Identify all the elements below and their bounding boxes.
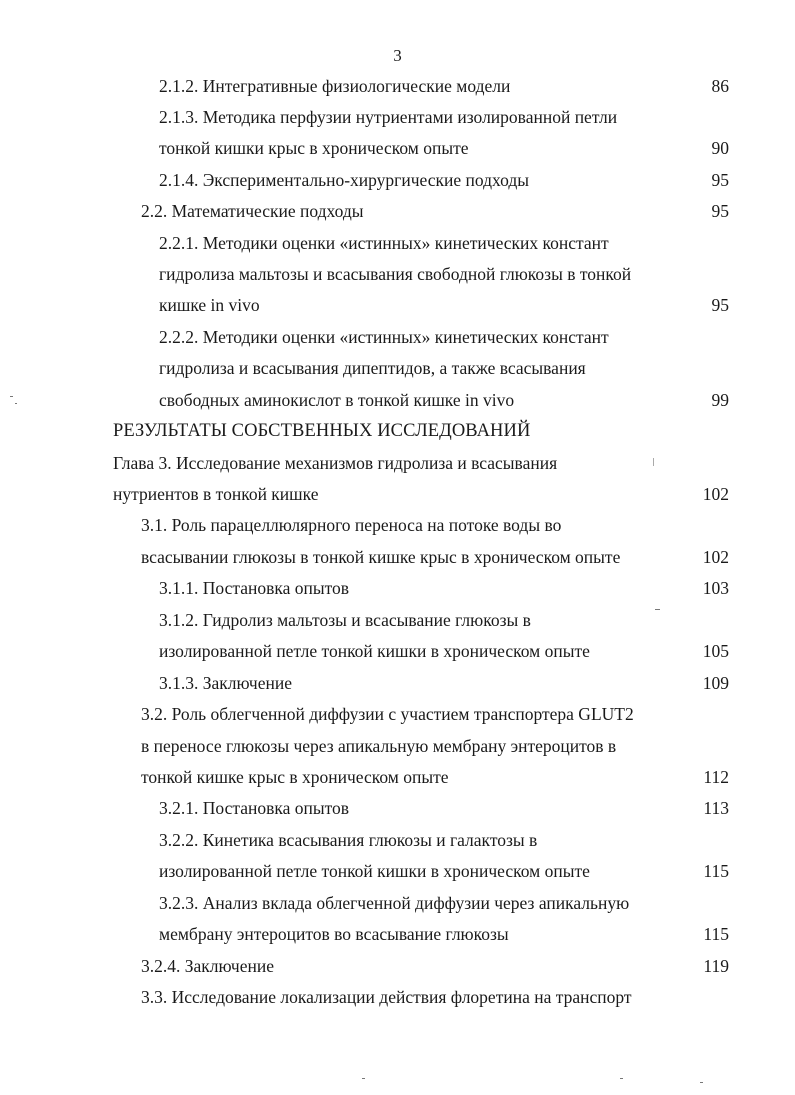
toc-line: в переносе глюкозы через апикальную мембрану энтероцитов в [141, 736, 617, 756]
toc-page-number: 99 [711, 390, 729, 410]
toc-line: 2.2.1. Методики оценки «истинных» кинетических констант [159, 233, 609, 253]
toc-line: 2.2.2. Методики оценки «истинных» кинетических констант [159, 327, 609, 347]
toc-page-number: 103 [702, 578, 729, 598]
toc-line: нутриентов в тонкой кишке [113, 484, 319, 504]
scan-speck [700, 1082, 703, 1083]
toc-page-number: 90 [711, 138, 729, 158]
toc-line: 3.1. Роль парацеллюлярного переноса на потоке воды во [141, 515, 562, 535]
toc-line: гидролиза мальтозы и всасывания свободной глюкозы в тонкой [159, 264, 632, 284]
toc-line: гидролиза и всасывания дипептидов, а также всасывания [159, 358, 586, 378]
toc-page-number: 95 [711, 201, 729, 221]
toc-line: 2.1.4. Экспериментально-хирургические подходы [159, 170, 529, 190]
toc-line: 2.2. Математические подходы [141, 201, 364, 221]
toc-page-number: 109 [702, 673, 729, 693]
section-heading: РЕЗУЛЬТАТЫ СОБСТВЕННЫХ ИССЛЕДОВАНИЙ [113, 421, 531, 441]
toc-page-number: 119 [703, 956, 729, 976]
toc-line: 3.2.1. Постановка опытов [159, 798, 350, 818]
scan-speck [653, 458, 654, 466]
toc-line: мембрану энтероцитов во всасывание глюкозы [159, 924, 509, 944]
toc-line: 3.2.4. Заключение [141, 956, 274, 976]
toc-page-number: 102 [702, 484, 729, 504]
toc-page-number: 112 [703, 767, 729, 787]
toc-line: 3.1.1. Постановка опытов [159, 578, 350, 598]
toc-line: 3.2.3. Анализ вклада облегченной диффузии через апикальную [159, 893, 630, 913]
toc-line: 2.1.2. Интегративные физиологические модели [159, 76, 511, 96]
toc-line: свободных аминокислот в тонкой кишке in vivo [159, 390, 515, 410]
scan-speck [15, 403, 17, 404]
toc-line: изолированной петле тонкой кишки в хроническом опыте [159, 861, 590, 881]
toc-line: тонкой кишке крыс в хроническом опыте [141, 767, 449, 787]
toc-line: изолированной петле тонкой кишки в хроническом опыте [159, 641, 590, 661]
toc-line: 3.1.3. Заключение [159, 673, 292, 693]
toc-line: 3.1.2. Гидролиз мальтозы и всасывание глюкозы в [159, 610, 531, 630]
toc-page-number: 113 [703, 798, 729, 818]
toc-page-number: 115 [703, 861, 729, 881]
toc-page-number: 95 [711, 295, 729, 315]
toc-page-number: 86 [711, 76, 729, 96]
scan-speck [620, 1078, 623, 1079]
toc-line: 3.2.2. Кинетика всасывания глюкозы и галактозы в [159, 830, 538, 850]
toc-line: 3.2. Роль облегченной диффузии с участием транспортера GLUT2 [141, 704, 634, 724]
toc-line: 2.1.3. Методика перфузии нутриентами изолированной петли [159, 107, 618, 127]
scan-speck [10, 396, 13, 397]
toc-page-number: 115 [703, 924, 729, 944]
scan-speck [655, 609, 660, 610]
toc-page-number: 105 [702, 641, 729, 661]
toc-line: 3.3. Исследование локализации действия флоретина на транспорт [141, 987, 632, 1007]
toc-line: кишке in vivo [159, 295, 260, 315]
toc-line: тонкой кишки крыс в хроническом опыте [159, 138, 469, 158]
toc-line: Глава 3. Исследование механизмов гидролиза и всасывания [113, 453, 558, 473]
toc-page-number: 95 [711, 170, 729, 190]
toc-page-number: 102 [702, 547, 729, 567]
page-number: 3 [393, 46, 402, 65]
scan-speck [362, 1078, 365, 1079]
toc-line: всасывании глюкозы в тонкой кишке крыс в хроническом опыте [141, 547, 621, 567]
